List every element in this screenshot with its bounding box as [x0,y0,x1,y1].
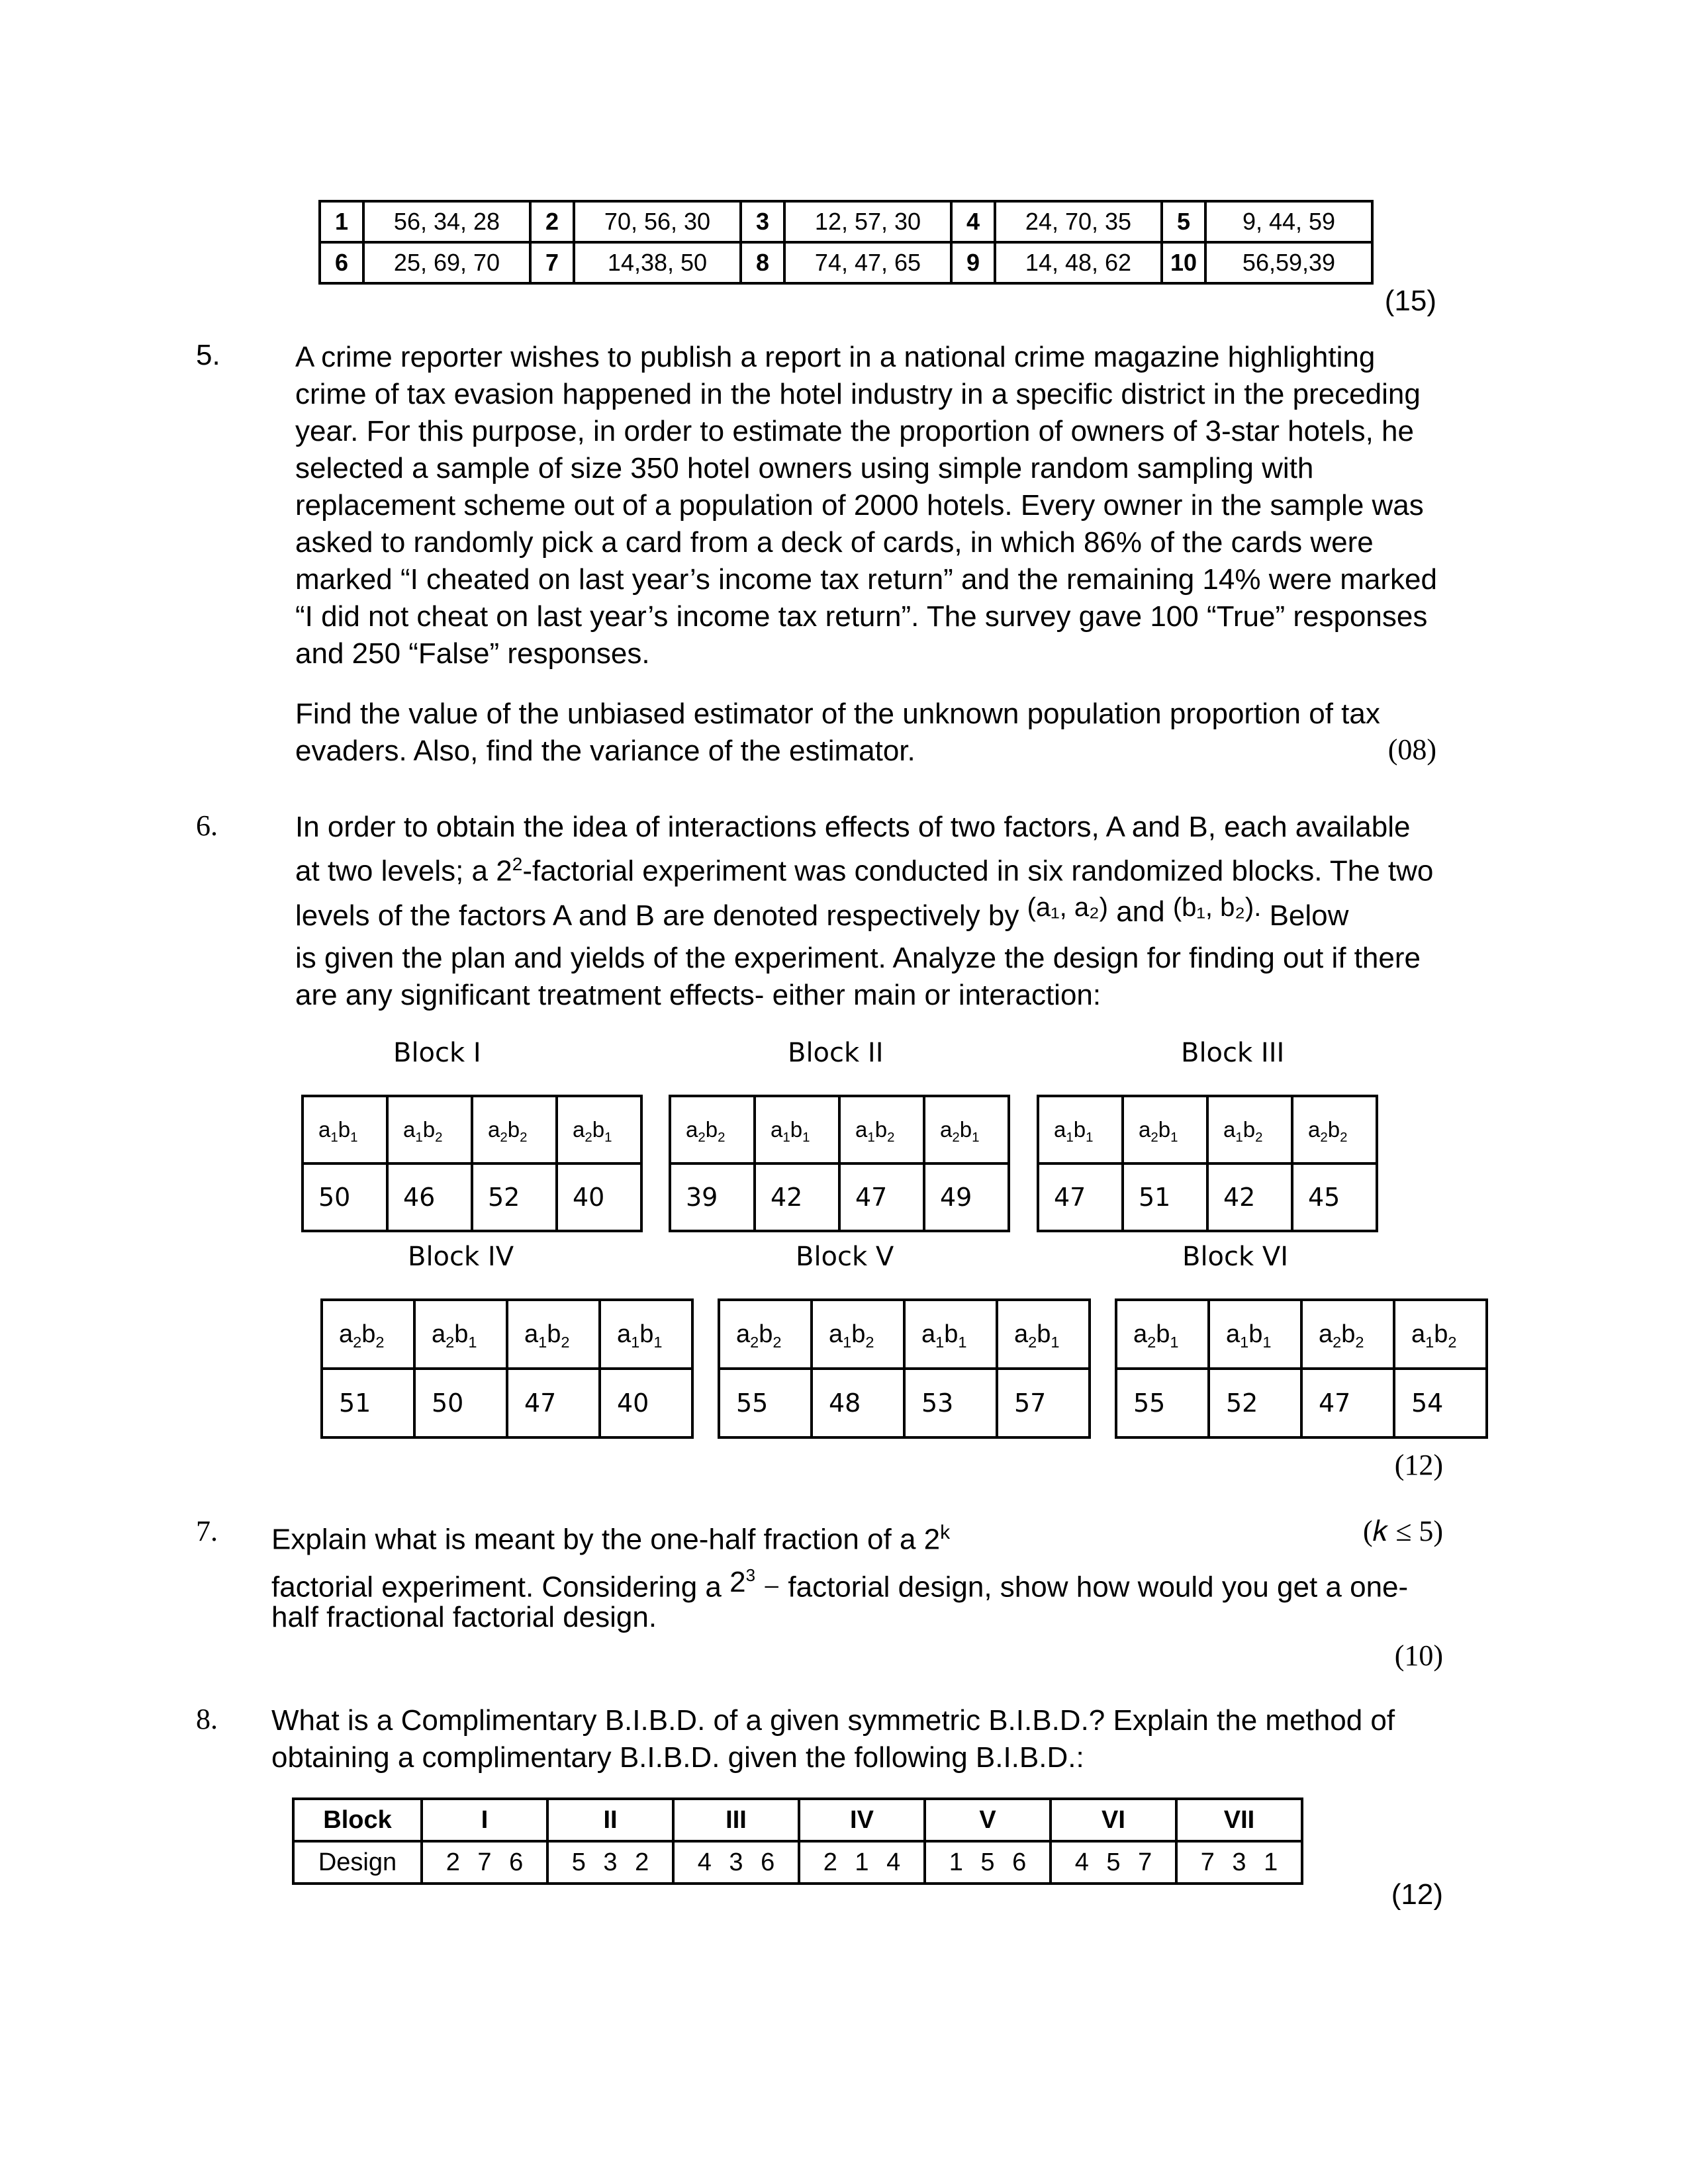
block-number: 3 [741,201,784,242]
table-header: Block [293,1799,422,1841]
marks-question-8: (12) [1391,1878,1443,1911]
block-label: Block II [788,1038,884,1068]
treatment-cell: $a_2b_1$ [557,1096,641,1163]
table-header-row [293,1799,1302,1841]
table-header: VII [1176,1799,1302,1841]
block-values: 25, 69, 70 [363,242,530,283]
treatment-cell: $a_1b_2$ [1394,1300,1487,1369]
table-header: II [547,1799,673,1841]
table-header: I [422,1799,547,1841]
block-values: 56,59,39 [1205,242,1372,283]
table-cell: 2 7 6 [422,1841,547,1884]
yield-cell: 40 [557,1163,641,1231]
yield-cell: 53 [904,1369,997,1437]
bibd-table [292,1797,1303,1885]
table-cell: 4 3 6 [673,1841,799,1884]
question-5-line: year. For this purpose, in order to estimate the proportion of owners of 3-star hotels, he [295,415,1414,447]
block-number: 2 [530,201,574,242]
block-number: 7 [530,242,574,283]
question-5-line: crime of tax evasion happened in the hotel industry in a specific district in the preceding [295,378,1421,410]
yield-cell: 54 [1394,1369,1487,1437]
table-header: III [673,1799,799,1841]
table-header: VI [1051,1799,1176,1841]
question-7-line-2: factorial experiment. Considering a $2^3$ − factorial design, show how would you get a one- [271,1565,1409,1604]
yield-row [1116,1369,1487,1437]
treatment-row [1116,1300,1487,1369]
treatment-cell: $a_2b_1$ [1116,1300,1209,1369]
marks-question-6: (12) [1394,1449,1443,1481]
yield-cell: 48 [812,1369,904,1437]
treatment-row [670,1096,1009,1163]
yield-cell: 40 [600,1369,692,1437]
question-5-line: and 250 “False” responses. [295,637,650,670]
yield-row [1038,1163,1377,1231]
treatment-cell: $a_2b_2$ [1292,1096,1377,1163]
yield-row [303,1163,641,1231]
block-number: 9 [951,242,995,283]
yield-cell: 42 [1207,1163,1292,1231]
treatment-cell: $a_1b_2$ [507,1300,600,1369]
block-values: 74, 47, 65 [784,242,951,283]
table-cell: 5 3 2 [547,1841,673,1884]
treatment-cell: $a_2b_1$ [1123,1096,1207,1163]
condition: (𝑘 ≤ 5) [1363,1515,1443,1547]
question-6-line-2: at two levels; a $2^2$-factorial experiment was conducted in six randomized blocks. The two [295,854,1434,887]
question-6-line-4: is given the plan and yields of the experiment. Analyze the design for finding out if there [295,942,1421,974]
yield-cell: 51 [1123,1163,1207,1231]
block-label: Block I [393,1038,481,1068]
block-number: 10 [1162,242,1205,283]
block-values: 14,38, 50 [574,242,741,283]
treatment-row [719,1300,1090,1369]
yield-cell: 42 [755,1163,839,1231]
question-number: 5. [196,339,220,371]
table-cell: 4 5 7 [1051,1841,1176,1884]
block-table [1115,1298,1488,1439]
yield-cell: 47 [839,1163,924,1231]
yield-cell: 49 [924,1163,1009,1231]
treatment-cell: $a_1b_2$ [387,1096,472,1163]
block-values: 12, 57, 30 [784,201,951,242]
treatment-row [1038,1096,1377,1163]
table-header: V [925,1799,1051,1841]
question-6-line-5: are any significant treatment effects- either main or interaction: [295,979,1102,1011]
treatment-cell: $a_1b_2$ [1207,1096,1292,1163]
question-number: 8. [196,1703,218,1735]
treatment-cell: $a_2b_1$ [997,1300,1090,1369]
treatment-cell: $a_1b_1$ [1209,1300,1301,1369]
marks-question-5: (08) [1387,733,1436,766]
block-number: 6 [320,242,363,283]
levels-b: (b₁, b₂). [1172,893,1262,922]
block-table [1037,1095,1378,1232]
yield-cell: 47 [1301,1369,1394,1437]
yield-cell: 55 [1116,1369,1209,1437]
yield-row [719,1369,1090,1437]
table-row [320,242,1372,283]
question-5-line: A crime reporter wishes to publish a report in a national crime magazine highlighting [295,341,1376,373]
yield-cell: 50 [414,1369,507,1437]
question-number: 6. [196,809,218,842]
block-values: 70, 56, 30 [574,201,741,242]
yield-cell: 39 [670,1163,755,1231]
treatment-cell: $a_1b_1$ [1038,1096,1123,1163]
treatment-cell: $a_2b_2$ [472,1096,557,1163]
treatment-cell: $a_1b_1$ [904,1300,997,1369]
treatment-cell: $a_1b_1$ [755,1096,839,1163]
treatment-row [303,1096,641,1163]
question-5-find-line-2: evaders. Also, find the variance of the estimator. [295,735,915,767]
block-table [320,1298,694,1439]
block-values: 24, 70, 35 [995,201,1162,242]
block-values: 56, 34, 28 [363,201,530,242]
block-number: 5 [1162,201,1205,242]
table-cell: 2 1 4 [799,1841,925,1884]
block-table [718,1298,1091,1439]
question-6-line-3: levels of the factors A and B are denoted respectively by (a₁, a₂) and (b₁, b₂). Below [295,893,1349,932]
yield-cell: 52 [472,1163,557,1231]
question-7-line-1: Explain what is meant by the one-half fraction of a 2$^k$ [271,1522,951,1556]
treatment-cell: $a_1b_2$ [812,1300,904,1369]
block-values: 14, 48, 62 [995,242,1162,283]
question-8-line-1: What is a Complimentary B.I.B.D. of a given symmetric B.I.B.D.? Explain the method of [271,1704,1395,1737]
table-row [320,201,1372,242]
yield-cell: 50 [303,1163,387,1231]
treatment-cell: $a_1b_2$ [839,1096,924,1163]
block-label: Block III [1181,1038,1285,1068]
treatment-cell: $a_2b_2$ [719,1300,812,1369]
question-5-line: selected a sample of size 350 hotel owners using simple random sampling with [295,452,1314,484]
table-row [293,1841,1302,1884]
yield-cell: 55 [719,1369,812,1437]
yield-cell: 47 [1038,1163,1123,1231]
marks-question-7: (10) [1394,1639,1443,1672]
block-values: 9, 44, 59 [1205,201,1372,242]
treatment-cell: $a_2b_2$ [670,1096,755,1163]
yield-cell: 57 [997,1369,1090,1437]
table-cell: 1 5 6 [925,1841,1051,1884]
question-7-line-3: half fractional factorial design. [271,1601,657,1633]
yield-row [322,1369,692,1437]
treatment-cell: $a_2b_2$ [1301,1300,1394,1369]
marks-previous-question: (15) [1384,285,1436,317]
question-5-line: “I did not cheat on last year’s income tax return”. The survey gave 100 “True” responses [295,600,1428,633]
question-number: 7. [196,1515,218,1547]
block-number: 8 [741,242,784,283]
block-number: 4 [951,201,995,242]
yield-cell: 51 [322,1369,414,1437]
previous-question-table [318,200,1374,285]
question-5-line: asked to randomly pick a card from a deck of cards, in which 86% of the cards were [295,526,1374,559]
treatment-cell: $a_1b_1$ [600,1300,692,1369]
block-table [669,1095,1010,1232]
treatment-cell: $a_2b_2$ [322,1300,414,1369]
block-label: Block VI [1182,1242,1289,1272]
yield-cell: 46 [387,1163,472,1231]
yield-cell: 47 [507,1369,600,1437]
treatment-cell: $a_1b_1$ [303,1096,387,1163]
treatment-cell: $a_2b_1$ [414,1300,507,1369]
question-5-find-line-1: Find the value of the unbiased estimator of the unknown population proportion of tax [295,698,1380,730]
question-5-line: replacement scheme out of a population of 2000 hotels. Every owner in the sample was [295,489,1424,522]
treatment-cell: $a_2b_1$ [924,1096,1009,1163]
block-label: Block V [796,1242,894,1272]
question-5-text [295,339,1500,672]
levels-a: (a₁, a₂) [1027,893,1108,922]
question-5-line: marked “I cheated on last year’s income tax return” and the remaining 14% were marked [295,563,1438,596]
table-header: IV [799,1799,925,1841]
block-table [301,1095,643,1232]
question-6-line-1: In order to obtain the idea of interactions effects of two factors, A and B, each available [295,811,1411,843]
row-label: Design [293,1841,422,1884]
yield-cell: 52 [1209,1369,1301,1437]
table-cell: 7 3 1 [1176,1841,1302,1884]
yield-cell: 45 [1292,1163,1377,1231]
yield-row [670,1163,1009,1231]
question-8-line-2: obtaining a complimentary B.I.B.D. given the following B.I.B.D.: [271,1741,1084,1774]
block-label: Block IV [408,1242,514,1272]
block-number: 1 [320,201,363,242]
treatment-row [322,1300,692,1369]
